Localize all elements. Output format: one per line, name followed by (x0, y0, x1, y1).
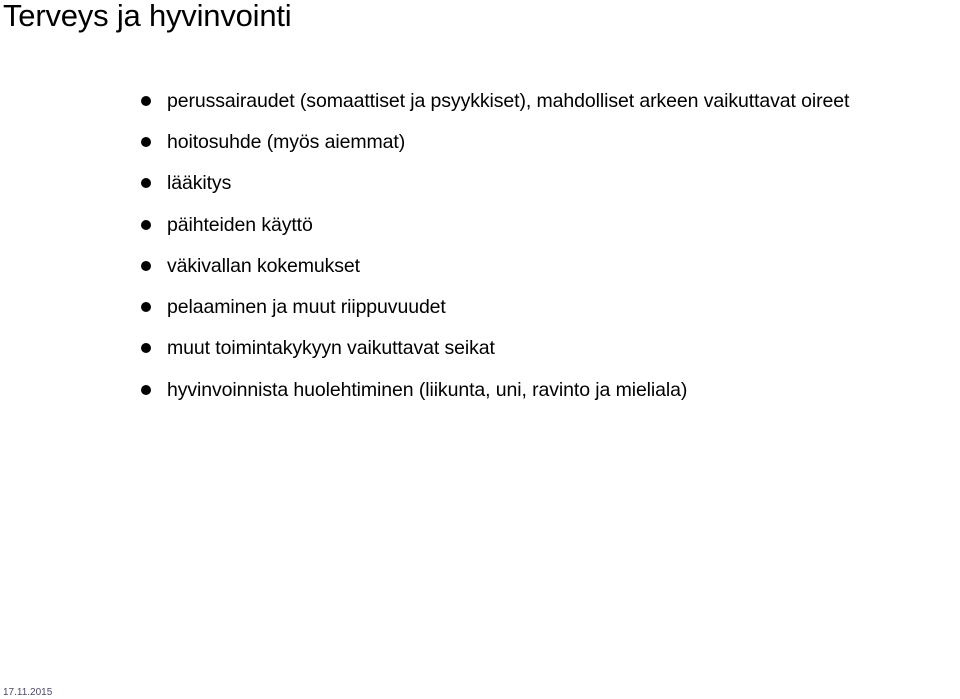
bullet-dot-icon (141, 178, 151, 188)
bullet-dot-icon (141, 220, 151, 230)
bullet-item (0, 204, 960, 245)
bullet-item (0, 328, 960, 369)
bullet-list (0, 80, 960, 410)
bullet-item (0, 163, 960, 204)
bullet-text: hyvinvoinnista huolehtiminen (liikunta, uni, ravinto ja mieliala) (167, 378, 688, 401)
bullet-item (0, 245, 960, 286)
bullet-item (0, 286, 960, 327)
bullet-dot-icon (141, 96, 151, 106)
bullet-dot-icon (141, 343, 151, 353)
bullet-dot-icon (141, 137, 151, 147)
slide-title: Terveys ja hyvinvointi (3, 0, 292, 33)
bullet-dot-icon (141, 261, 151, 271)
bullet-text: pelaaminen ja muut riippuvuudet (167, 296, 446, 319)
bullet-item (0, 80, 960, 121)
bullet-text: väkivallan kokemukset (167, 254, 360, 277)
bullet-item (0, 121, 960, 162)
footer-date: 17.11.2015 (3, 687, 53, 698)
bullet-text: lääkitys (167, 172, 232, 195)
bullet-text: perussairaudet (somaattiset ja psyykkiset), mahdolliset arkeen vaikuttavat oireet (167, 89, 850, 112)
bullet-text: päihteiden käyttö (167, 213, 313, 236)
bullet-text: hoitosuhde (myös aiemmat) (167, 130, 406, 153)
bullet-dot-icon (141, 385, 151, 395)
bullet-text: muut toimintakykyyn vaikuttavat seikat (167, 337, 495, 360)
bullet-dot-icon (141, 302, 151, 312)
bullet-item (0, 369, 960, 410)
